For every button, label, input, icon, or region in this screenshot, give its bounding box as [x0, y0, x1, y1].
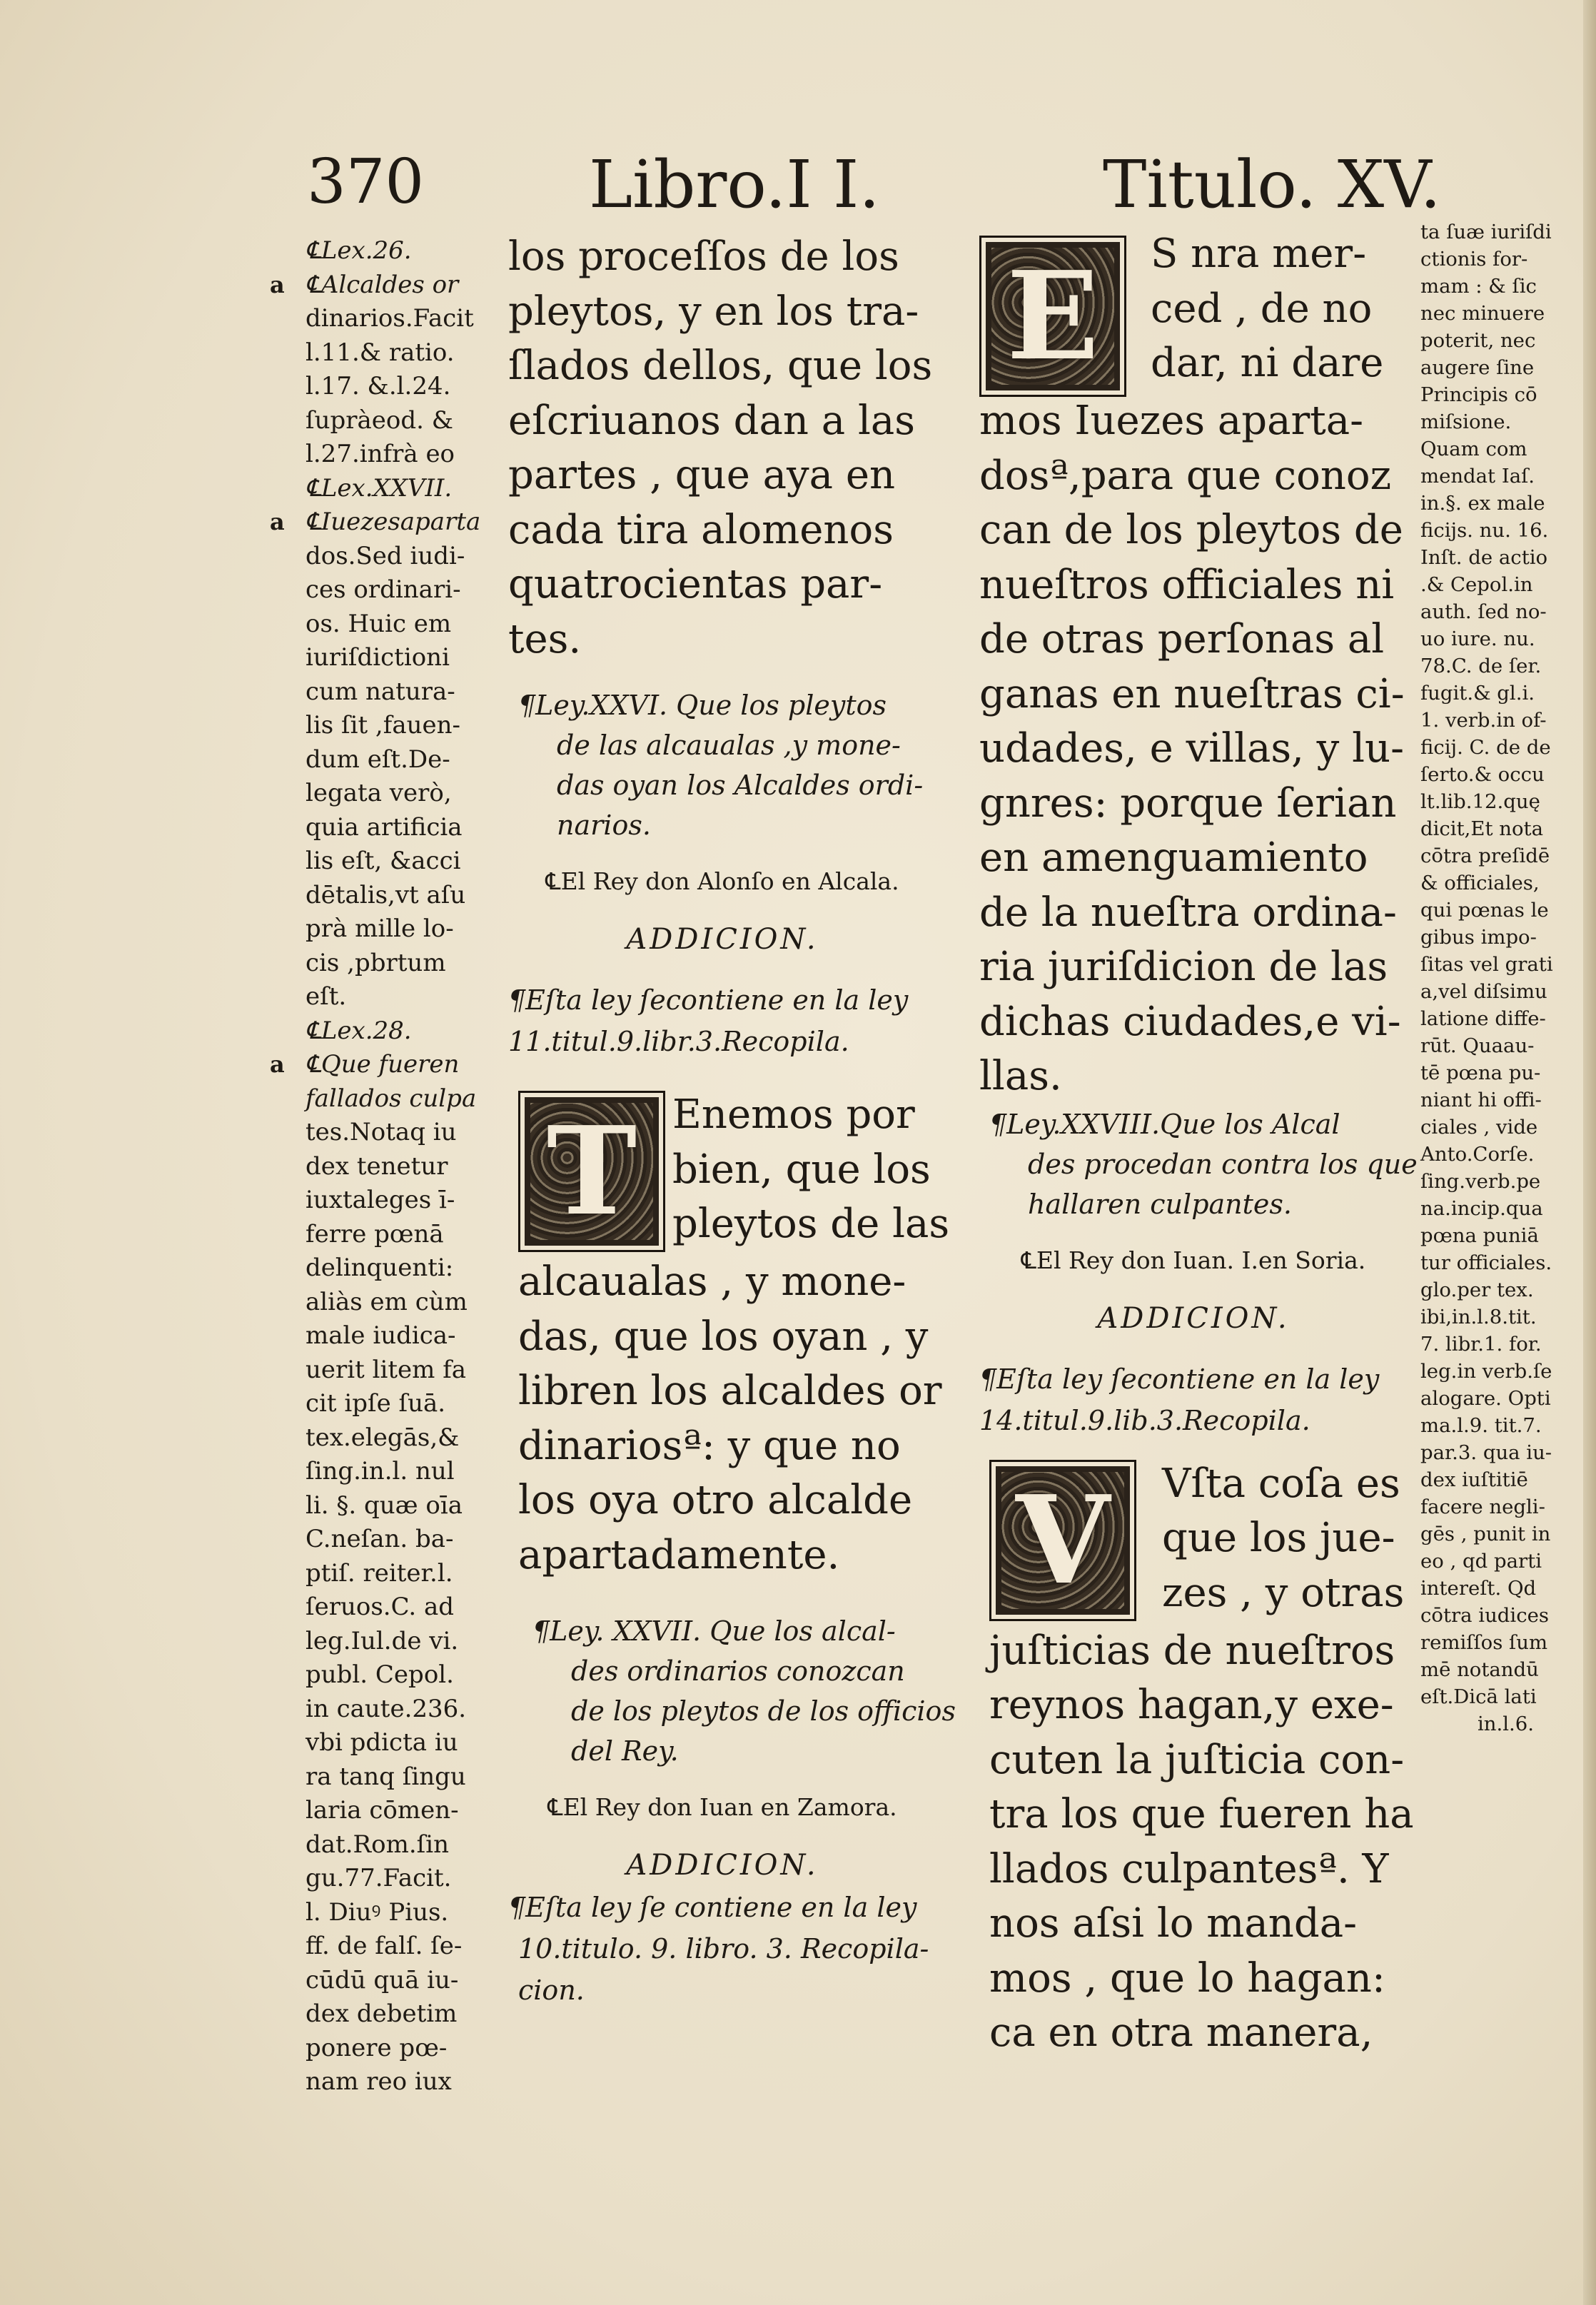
- text-line: juſticias de nueſtros: [989, 1627, 1395, 1674]
- margin-line: dex iuſtitiē: [1420, 1468, 1528, 1491]
- rubric-line: ¶Ley.XXVI. Que los pleytos: [518, 690, 887, 721]
- law-text: [979, 394, 1408, 1104]
- margin-line: prà mille lo-: [305, 914, 454, 943]
- right-margin-notes: [1420, 218, 1585, 1737]
- margin-line: rūt. Quaau-: [1420, 1034, 1535, 1057]
- margin-line: l. Diuꝰ Pius.: [305, 1897, 449, 1927]
- margin-line: l.11.& ratio.: [305, 338, 455, 367]
- text-line: los oya otro alcalde: [518, 1477, 913, 1523]
- text-line: udades, e villas, y lu-: [979, 725, 1404, 772]
- text-line: nos aſsi lo manda-: [989, 1900, 1358, 1947]
- margin-line: eo , qd parti: [1420, 1550, 1542, 1573]
- margin-line: augere ſine: [1420, 356, 1535, 379]
- margin-line: ℄Iuezesaparta: [305, 508, 481, 536]
- text-line: ria juriſdicion de las: [979, 944, 1388, 990]
- text-line: eſcriuanos dan a las: [508, 397, 916, 444]
- text-line: llados culpantesª. Y: [989, 1845, 1389, 1892]
- margin-line: lt.lib.12.quę: [1420, 790, 1540, 813]
- law-text: [508, 1255, 942, 1583]
- law-text: [508, 230, 936, 667]
- margin-line: ℄Alcaldes or: [305, 270, 459, 299]
- margin-line: lis ſit ,fauen-: [305, 711, 460, 740]
- addicion-line: 11.titul.9.libr.3.Recopila.: [508, 1026, 849, 1057]
- margin-line: 78.C. de ſer.: [1420, 655, 1542, 677]
- margin-line: par.3. qua iu-: [1420, 1441, 1552, 1464]
- margin-line: nec minuere: [1420, 302, 1545, 325]
- text-line: de la nueſtra ordina-: [979, 889, 1397, 936]
- text-line: ganas en nueſtras ci-: [979, 670, 1405, 717]
- margin-line: remiſſos ſum: [1420, 1631, 1548, 1654]
- king-attribution: ℄El Rey don Iuan. I.en Soria.: [1021, 1246, 1366, 1274]
- text-line: apartadamente.: [518, 1531, 840, 1578]
- margin-line: ff. de falſ. ſe-: [305, 1932, 463, 1960]
- addicion-heading: ADDICION.: [1097, 1301, 1290, 1335]
- margin-line: dicit,Et nota: [1420, 817, 1543, 840]
- margin-line: ſeruos.C. ad: [305, 1593, 455, 1621]
- margin-line: alogare. Opti: [1420, 1387, 1551, 1410]
- margin-line: C.neſan. ba-: [305, 1525, 454, 1553]
- margin-line: l.27.infrà eo: [305, 440, 455, 468]
- rubric-line: ¶Ley. XXVII. Que los alcal-: [532, 1615, 896, 1647]
- addicion-heading: ADDICION.: [626, 1849, 819, 1882]
- text-line: zes , y otras: [1162, 1569, 1405, 1616]
- margin-line: glo.per tex.: [1420, 1278, 1534, 1301]
- law-text: [979, 1624, 1414, 2061]
- margin-line: ibi,in.l.8.tit.: [1420, 1306, 1537, 1328]
- margin-line: ferre pœnā: [305, 1219, 444, 1249]
- margin-line: vbi pdicta iu: [305, 1728, 458, 1757]
- margin-line: leg.in verb.ſe: [1420, 1360, 1552, 1383]
- margin-line: dētalis,vt aſu: [305, 880, 466, 909]
- margin-line: ℄Que fueren: [305, 1050, 460, 1079]
- text-line: dosª,para que conoz: [979, 452, 1392, 499]
- margin-line: ponere pœ-: [305, 2033, 448, 2062]
- margin-line: Principis cō: [1420, 383, 1537, 406]
- rubric-line: ¶Ley.XXVIII.Que los Alcal: [989, 1108, 1340, 1140]
- margin-line: legata verò,: [305, 779, 452, 807]
- margin-line: poterit, nec: [1420, 329, 1536, 352]
- law-rubric: [508, 685, 936, 845]
- margin-line: cit ipſe ſuā.: [305, 1389, 446, 1418]
- margin-line: l.17. &.l.24.: [305, 372, 451, 400]
- addicion-line: 14.titul.9.lib.3.Recopila.: [979, 1404, 1310, 1436]
- footnote-marker: a: [270, 271, 285, 298]
- margin-line: in.§. ex male: [1420, 492, 1545, 515]
- margin-line: dat.Rom.ſin: [305, 1830, 449, 1859]
- margin-line: ptiſ. reiter.l.: [305, 1558, 453, 1588]
- text-line: pleytos de las: [672, 1201, 950, 1247]
- margin-line: tex.elegās,&: [305, 1423, 460, 1452]
- margin-line: leg.Iul.de vi.: [305, 1626, 459, 1655]
- margin-line: miſsione.: [1420, 410, 1512, 433]
- rubric-line: de los pleytos de los officios: [571, 1695, 956, 1727]
- margin-line: aliàs em cùm: [305, 1287, 468, 1316]
- text-line: en amenguamiento: [979, 834, 1368, 881]
- margin-line: ciales , vide: [1420, 1116, 1538, 1139]
- text-line: de otras perſonas al: [979, 616, 1385, 662]
- king-attribution: ℄El Rey don Alonſo en Alcala.: [545, 867, 899, 895]
- margin-line: publ. Cepol.: [305, 1660, 454, 1689]
- page-number: 370: [307, 146, 425, 218]
- page-edge: [1583, 0, 1596, 2305]
- margin-line: tes.Notaq iu: [305, 1118, 457, 1146]
- right-column: [979, 230, 1418, 2061]
- margin-line: iuxtaleges ī-: [305, 1186, 455, 1214]
- margin-line: in.l.6.: [1478, 1713, 1535, 1735]
- king-attribution: ℄El Rey don Iuan en Zamora.: [547, 1793, 897, 1821]
- text-line: bien, que los: [672, 1146, 931, 1193]
- margin-line: iuriſdictioni: [305, 643, 450, 672]
- decorated-initial: E: [979, 236, 1126, 397]
- margin-line: ra tanq ſingu: [305, 1762, 466, 1791]
- rubric-line: des ordinarios conozcan: [571, 1655, 905, 1687]
- margin-line: ctionis for-: [1420, 248, 1528, 271]
- middle-column: [508, 230, 956, 2011]
- text-line: llas.: [979, 1053, 1062, 1099]
- margin-line: pœna puniā: [1420, 1224, 1539, 1247]
- addicion-line: cion.: [518, 1974, 585, 2006]
- margin-line: dex debetim: [305, 1999, 458, 2028]
- margin-line: cōtra preſidē: [1420, 844, 1550, 867]
- text-line: pleytos, y en los tra-: [508, 288, 919, 335]
- margin-line: delinquenti:: [305, 1254, 454, 1282]
- margin-line: ſupràeod. &: [305, 405, 454, 435]
- text-line: cada tira alomenos: [508, 506, 894, 553]
- rubric-line: narios.: [557, 809, 651, 841]
- margin-line: gibus impo-: [1420, 926, 1537, 949]
- text-line: ſlados dellos, que los: [508, 343, 933, 389]
- margin-line: 7. libr.1. for.: [1420, 1333, 1542, 1356]
- text-line: gnres: porque ſerian: [979, 780, 1397, 827]
- libro-heading: Libro.I I.: [589, 146, 880, 223]
- margin-line: dex tenetur: [305, 1151, 448, 1181]
- margin-line: intereſt. Qd: [1420, 1577, 1537, 1600]
- margin-line: ℄Lex.XXVII.: [305, 473, 453, 503]
- margin-line: li. §. quæ oīa: [305, 1491, 463, 1520]
- margin-line: fugit.& gl.i.: [1420, 682, 1535, 705]
- margin-line: ficijs. nu. 16.: [1420, 519, 1549, 542]
- margin-line: gu.77.Facit.: [305, 1864, 452, 1892]
- text-line: S nra mer-: [1151, 231, 1367, 277]
- rubric-line: des procedan contra los que: [1028, 1148, 1418, 1180]
- text-line: partes , que aya en: [508, 452, 896, 498]
- law-rubric: [979, 1104, 1418, 1224]
- text-line: can de los pleytos de: [979, 507, 1403, 553]
- margin-line: ſing.in.l. nul: [305, 1457, 455, 1486]
- margin-line: facere negli-: [1420, 1496, 1545, 1518]
- margin-line: a,vel diſsimu: [1420, 980, 1547, 1003]
- margin-line: mendat Iaſ.: [1420, 465, 1535, 488]
- margin-line: quia artificia: [305, 812, 463, 842]
- text-line: dinariosª: y que no: [518, 1422, 901, 1469]
- text-line: quatrocientas par-: [508, 561, 883, 607]
- margin-line: ſing.verb.pe: [1420, 1170, 1541, 1193]
- margin-line: 1. verb.in of-: [1420, 709, 1547, 732]
- text-line: los proceſſos de los: [508, 233, 899, 280]
- text-line: dichas ciudades,e vi-: [979, 998, 1401, 1045]
- margin-line: ta ſuæ iuriſdi: [1420, 221, 1552, 243]
- margin-line: nam reo iux: [305, 2067, 452, 2096]
- text-line: cuten la juſticia con-: [989, 1736, 1405, 1783]
- margin-line: dos.Sed iudi-: [305, 541, 465, 570]
- text-line: nueſtros officiales ni: [979, 561, 1395, 608]
- text-line: libren los alcaldes or: [518, 1368, 942, 1414]
- text-line: das, que los oyan , y: [518, 1313, 929, 1360]
- margin-line: uo iure. nu.: [1420, 627, 1535, 650]
- left-margin-notes: [305, 234, 498, 2099]
- margin-line: in caute.236.: [305, 1694, 467, 1723]
- rubric-line: del Rey.: [571, 1735, 679, 1767]
- margin-line: os. Huic em: [305, 609, 452, 638]
- margin-line: cūdū quā iu-: [305, 1965, 459, 1994]
- titulo-heading: Titulo. XV.: [1103, 146, 1441, 223]
- margin-line: mam : & ſic: [1420, 275, 1537, 298]
- margin-line: latione diffe-: [1420, 1007, 1546, 1030]
- text-line: tes.: [508, 615, 582, 662]
- rubric-line: de las alcaualas ,y mone-: [557, 730, 901, 761]
- text-line: tra los que fueren ha: [989, 1791, 1414, 1837]
- margin-line: ſitas vel grati: [1420, 953, 1553, 976]
- margin-line: tē pœna pu-: [1420, 1061, 1541, 1084]
- margin-line: auth. ſed no-: [1420, 600, 1547, 623]
- addicion-line: 10.titulo. 9. libro. 3. Recopila-: [518, 1933, 929, 1964]
- text-line: Vſta coſa es: [1162, 1460, 1400, 1507]
- addicion-line: ¶Eſta ley ſecontiene en la ley: [979, 1363, 1380, 1395]
- margin-line: cōtra iudices: [1420, 1604, 1549, 1627]
- margin-line: male iudica-: [305, 1321, 456, 1350]
- margin-line: cum natura-: [305, 677, 455, 706]
- running-header: [0, 146, 1596, 225]
- margin-line: ſerto.& occu: [1420, 763, 1545, 786]
- footnote-marker: a: [270, 508, 285, 535]
- margin-line: qui pœnas le: [1420, 899, 1549, 922]
- margin-line: dum eſt.De-: [305, 745, 450, 774]
- text-line: que los jue-: [1162, 1515, 1395, 1561]
- text-line: Enemos por: [672, 1091, 915, 1138]
- addicion-line: ¶Eſta ley ſecontiene en la ley: [508, 984, 909, 1016]
- decorated-initial: V: [989, 1460, 1136, 1621]
- margin-line: ces ordinari-: [305, 575, 461, 604]
- decorated-initial: T: [518, 1091, 665, 1252]
- addicion-line: ¶Eſta ley ſe contiene en la ley: [508, 1892, 917, 1923]
- law-rubric: [508, 1611, 956, 1771]
- text-line: reynos hagan,y exe-: [989, 1682, 1394, 1728]
- margin-line: cis ,pbrtum: [305, 948, 446, 977]
- margin-line: fallados culpa: [305, 1084, 477, 1113]
- text-line: ced , de no: [1151, 285, 1373, 332]
- margin-line: Inſt. de actio: [1420, 546, 1548, 569]
- text-line: mos , que lo hagan:: [989, 1955, 1385, 2002]
- margin-line: Quam com: [1420, 438, 1527, 460]
- margin-line: ficij. C. de de: [1420, 736, 1551, 759]
- rubric-line: das oyan los Alcaldes ordi-: [557, 770, 924, 801]
- text-line: mos Iuezes aparta-: [979, 398, 1364, 444]
- margin-line: & officiales,: [1420, 872, 1540, 894]
- margin-line: dinarios.Facit: [305, 304, 474, 333]
- margin-line: uerit litem fa: [305, 1355, 467, 1384]
- margin-line: eſt.: [305, 982, 347, 1011]
- margin-line: laria cōmen-: [305, 1796, 459, 1825]
- text-line: ca en otra manera,: [989, 2009, 1373, 2056]
- margin-line: .& Cepol.in: [1420, 573, 1533, 596]
- margin-line: mē notandū: [1420, 1658, 1539, 1681]
- text-line: dar, ni dare: [1151, 340, 1384, 386]
- margin-line: gēs , punit in: [1420, 1523, 1551, 1545]
- margin-line: tur officiales.: [1420, 1251, 1552, 1274]
- margin-line: Anto.Corſe.: [1420, 1143, 1535, 1166]
- rubric-line: hallaren culpantes.: [1028, 1188, 1292, 1220]
- margin-line: eſt.Dicā lati: [1420, 1685, 1537, 1708]
- margin-line: ma.l.9. tit.7.: [1420, 1414, 1542, 1437]
- margin-line: ℄Lex.26.: [305, 236, 412, 265]
- text-line: alcaualas , y mone-: [518, 1259, 906, 1305]
- margin-line: lis eſt, &acci: [305, 847, 461, 875]
- margin-line: niant hi offi-: [1420, 1089, 1542, 1111]
- margin-line: ℄Lex.28.: [305, 1016, 412, 1045]
- addicion-heading: ADDICION.: [626, 923, 819, 956]
- margin-line: na.incip.qua: [1420, 1197, 1543, 1220]
- footnote-marker: a: [270, 1051, 285, 1078]
